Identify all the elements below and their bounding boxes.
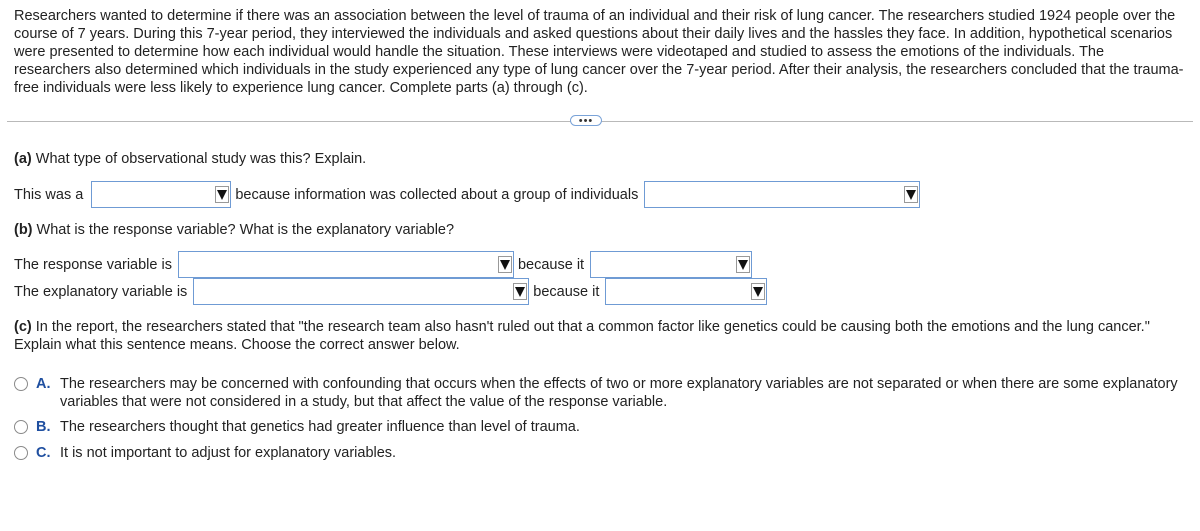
option-b[interactable] xyxy=(14,418,1180,436)
option-b-text: The researchers thought that genetics had greater influence than level of trauma. xyxy=(60,419,580,435)
explanatory-reason-dropdown[interactable] xyxy=(605,278,767,305)
part-a-prefix: This was a xyxy=(14,186,84,203)
part-a-label: (a) xyxy=(14,151,32,167)
response-variable-dropdown[interactable] xyxy=(178,251,514,278)
chevron-down-icon xyxy=(513,283,527,300)
part-b-question xyxy=(14,222,454,238)
part-a-question xyxy=(14,151,366,167)
option-c-text: It is not important to adjust for explanatory variables. xyxy=(60,445,397,461)
option-b-letter: B. xyxy=(36,419,51,435)
option-c-letter: C. xyxy=(36,445,51,461)
chevron-down-icon xyxy=(215,186,229,203)
part-a-middle-text: because information was collected about a group of individuals xyxy=(235,186,639,203)
chevron-down-icon xyxy=(751,283,765,300)
part-b-label: (b) xyxy=(14,222,33,238)
more-options-button[interactable]: ••• xyxy=(570,115,602,126)
explanatory-variable-dropdown[interactable] xyxy=(193,278,529,305)
radio-option-a[interactable] xyxy=(14,377,28,391)
response-because-text: because it xyxy=(517,256,585,273)
part-a-answer-row xyxy=(14,181,924,208)
response-prefix: The response variable is xyxy=(14,256,172,273)
response-reason-dropdown[interactable] xyxy=(590,251,752,278)
radio-option-b[interactable] xyxy=(14,420,28,434)
part-c-label: (c) xyxy=(14,319,32,335)
option-c[interactable] xyxy=(14,444,1180,462)
chevron-down-icon xyxy=(498,256,512,273)
explanatory-prefix: The explanatory variable is xyxy=(14,283,188,300)
chevron-down-icon xyxy=(904,186,918,203)
part-b-question-text: What is the response variable? What is the explanatory variable? xyxy=(32,222,455,238)
part-c-question xyxy=(14,318,1184,354)
response-variable-row xyxy=(14,251,756,278)
explanatory-variable-row xyxy=(14,278,771,305)
problem-statement: Researchers wanted to determine if there was an association between the level of trauma of an individual and their risk of lung cancer. The researchers studied 1924 people over the course of 7 years. During this 7-year period, they interviewed the individuals and asked questions about their daily lives and the hassles they face. In addition, hypothetical scenarios were presented to determine how each individual would handle the situation. These interviews were videotaped and studied to assess the emotions of the individuals. The researchers also determined which individuals in the study experienced any type of lung cancer over the 7-year period. After their analysis, the researchers concluded that the trauma-free individuals were less likely to experience lung cancer. Complete parts (a) through (c). xyxy=(14,8,1184,96)
radio-option-c[interactable] xyxy=(14,446,28,460)
option-a-text: The researchers may be concerned with confounding that occurs when the effects of two or more explanatory variables are not separated or when there are some explanatory variables that were not considered in a study, but that affect the value of the response variable. xyxy=(60,376,1178,410)
part-a-question-text: What type of observational study was this? Explain. xyxy=(31,151,367,167)
option-a-letter: A. xyxy=(36,376,51,392)
study-type-dropdown[interactable] xyxy=(91,181,231,208)
study-time-dropdown[interactable] xyxy=(644,181,920,208)
part-c-question-text: In the report, the researchers stated that "the research team also hasn't ruled out that a common factor like genetics could be causing both the emotions and the lung cancer." Explain what this sentence means. Choose the correct answer below. xyxy=(14,319,1150,353)
explanatory-because-text: because it xyxy=(533,283,600,300)
chevron-down-icon xyxy=(736,256,750,273)
option-a[interactable] xyxy=(14,375,1180,411)
